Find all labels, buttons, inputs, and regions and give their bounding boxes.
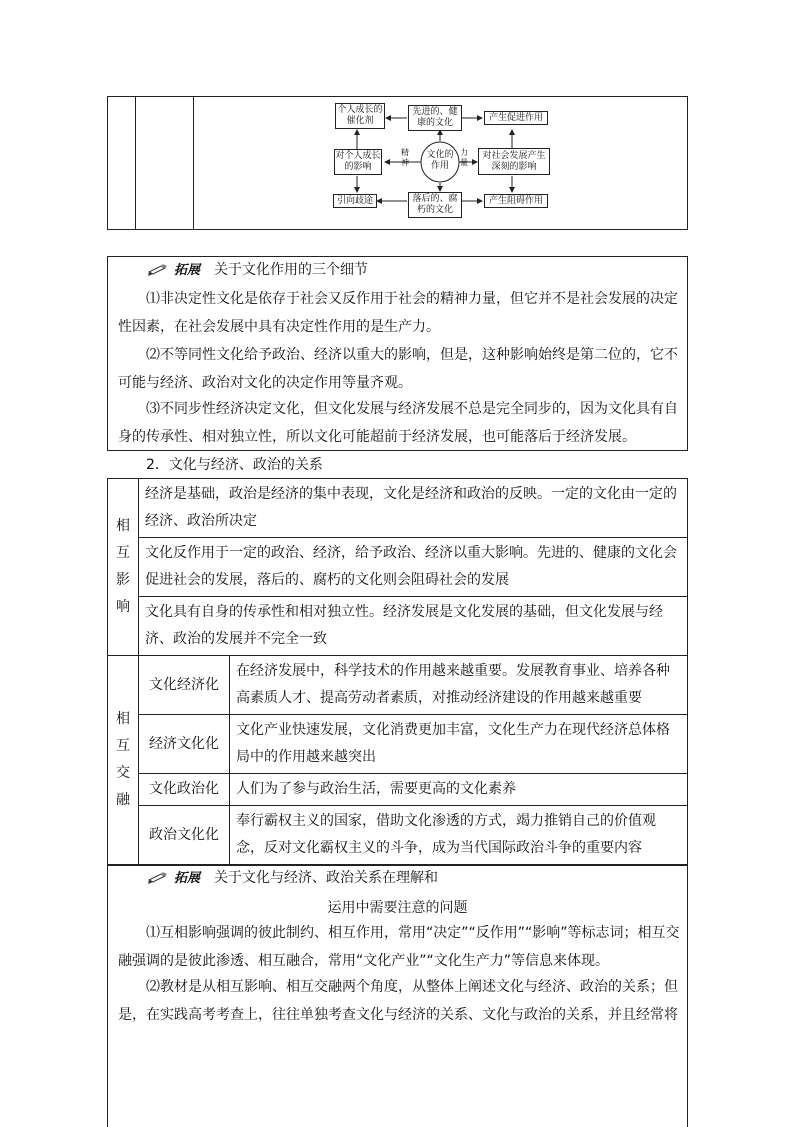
table-row (108, 479, 688, 538)
extension-pencil-icon (148, 264, 168, 276)
table-row (108, 656, 688, 715)
influence-row-3: 文化具有自身的传承性和相对独立性。经济发展是文化发展的基础，但文化发展与经济、政治的发展并不完全一致 (139, 597, 688, 656)
node-culture-role-center: 文化的 作用 (426, 150, 454, 171)
extension-1-item-2: ⑵不等同性文化给予政治、经济以重大的影响，但是，这种影响始终是第二位的，它不可能与经济、政治对文化的决定作用等量齐观。 (118, 347, 678, 391)
culture-role-diagram (194, 97, 687, 229)
extension-2-header (148, 868, 438, 889)
node-backward-culture: 落后的、腐 朽的文化 (408, 192, 462, 218)
label-force: 力 量 (460, 148, 468, 167)
extension-pencil-icon (148, 872, 168, 884)
fusion-text-1: 在经济发展中，科学技术的作用越来越重要。发展教育事业、培养各种高素质人才、提高劳动者素质，对推动经济建设的作用越来越重要 (230, 656, 688, 715)
diagram-col-divider-1 (135, 96, 136, 230)
node-advanced-culture: 先进的、健 康的文化 (408, 105, 462, 131)
extension-1-title: 关于文化作用的三个细节 (214, 262, 369, 278)
table-row (108, 538, 688, 597)
node-mislead: 引向歧途 (333, 194, 377, 208)
table-row (108, 774, 688, 806)
fusion-text-3: 人们为了参与政治生活，需要更高的文化素养 (230, 774, 688, 806)
fusion-name-3: 文化政治化 (139, 774, 230, 806)
extension-2-item-2: ⑵教材是从相互影响、相互交融两个角度，从整体上阐述文化与经济、政治的关系；但是，在实践高考考查上，往往单独考查文化与经济的关系、文化与政治的关系，并且经常将 (118, 979, 678, 1023)
node-hinder: 产生阻碍作用 (484, 194, 548, 208)
table-row (108, 597, 688, 656)
section-2-heading: 2．文化与经济、政治的关系 (146, 457, 323, 473)
fusion-name-2: 经济文化化 (139, 715, 230, 774)
node-personal-impact: 对个人成长 的影响 (334, 149, 382, 175)
extension-1-tag: 拓展 (174, 263, 201, 278)
table-row (108, 806, 688, 865)
node-social-impact: 对社会发展产生 深刻的影响 (478, 148, 550, 175)
label-spirit: 精 神 (401, 148, 409, 167)
extension-2-title-line2: 运用中需要注意的问题 (327, 900, 468, 916)
label-mutual-influence: 相 互 影 响 (108, 479, 139, 656)
fusion-text-4: 奉行霸权主义的国家，借助文化渗透的方式，竭力推销自己的价值观念，反对文化霸权主义的斗争，成为当代国际政治斗争的重要内容 (230, 806, 688, 865)
table-row (108, 715, 688, 774)
culture-economy-politics-table (107, 478, 688, 865)
fusion-text-2: 文化产业快速发展，文化消费更加丰富，文化生产力在现代经济总体格局中的作用越来越突出 (230, 715, 688, 774)
node-growth-catalyst: 个人成长的 催化剂 (335, 103, 385, 129)
extension-2-tag: 拓展 (174, 871, 201, 886)
extension-1-item-3: ⑶不同步性经济决定文化，但文化发展与经济发展不总是完全同步的，因为文化具有自身的传承性、相对独立性，所以文化可能超前于经济发展，也可能落后于经济发展。 (118, 401, 678, 445)
label-mutual-fusion: 相 互 交 融 (108, 656, 139, 865)
node-promote: 产生促进作用 (484, 111, 548, 125)
extension-2-title-line1: 关于文化与经济、政治关系在理解和 (214, 870, 439, 886)
extension-1-header (148, 260, 368, 281)
influence-row-1: 经济是基础，政治是经济的集中表现，文化是经济和政治的反映。一定的文化由一定的经济、政治所决定 (139, 479, 688, 538)
fusion-name-4: 政治文化化 (139, 806, 230, 865)
fusion-name-1: 文化经济化 (139, 656, 230, 715)
extension-2-item-1: ⑴互相影响强调的彼此制约、相互作用，常用“决定”“反作用”“影响”等标志词；相互交融强调的是彼此渗透、相互融合，常用“文化产业”“文化生产力”等信息来体现。 (118, 925, 680, 969)
extension-1-item-1: ⑴非决定性文化是依存于社会又反作用于社会的精神力量，但它并不是社会发展的决定性因素，在社会发展中具有决定性作用的是生产力。 (118, 291, 678, 335)
influence-row-2: 文化反作用于一定的政治、经济，给予政治、经济以重大影响。先进的、健康的文化会促进社会的发展，落后的、腐朽的文化则会阻碍社会的发展 (139, 538, 688, 597)
